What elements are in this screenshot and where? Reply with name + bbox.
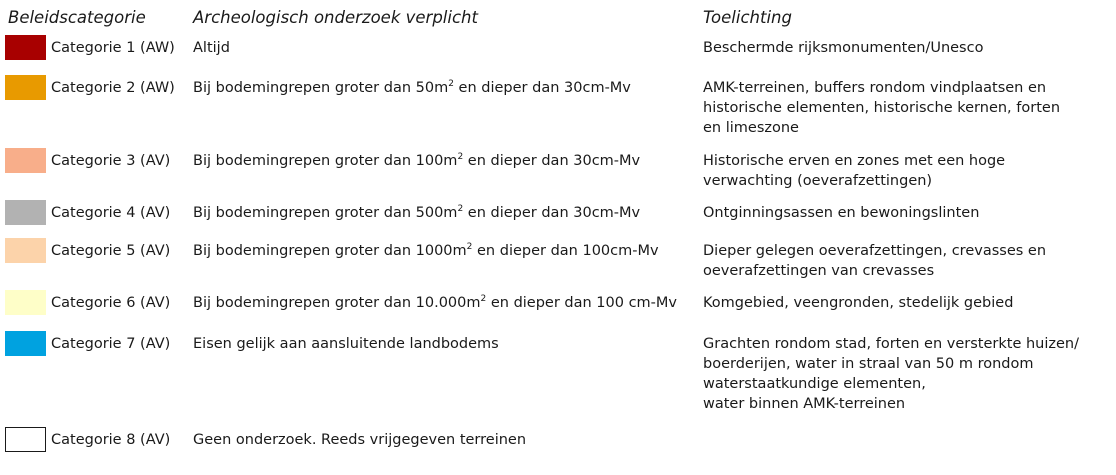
- note-text: Ontginningsassen en bewoningslinten: [703, 205, 980, 221]
- category-label: Categorie 4 (AV): [51, 205, 171, 221]
- category-label: Categorie 8 (AV): [51, 432, 171, 448]
- header-requirement: Archeologisch onderzoek verplicht: [193, 8, 478, 27]
- category-label: Categorie 2 (AW): [51, 80, 175, 96]
- color-swatch: [5, 75, 46, 100]
- category-label: Categorie 5 (AV): [51, 243, 171, 259]
- note-text: Beschermde rijksmonumenten/Unesco: [703, 40, 984, 56]
- requirement-text: Bij bodemingrepen groter dan $500m^2$ en dieper dan 30cm-Mv: [193, 204, 641, 221]
- note-text: Historische erven en zones met een hoge verwachting (oeverafzettingen): [703, 153, 1006, 189]
- requirement-text: Geen onderzoek. Reeds vrijgegeven terreinen: [193, 432, 527, 448]
- requirement-text: Bij bodemingrepen groter dan $100m^2$ en dieper dan 30cm-Mv: [193, 152, 641, 169]
- color-swatch: [5, 238, 46, 263]
- category-label: Categorie 3 (AV): [51, 153, 171, 169]
- requirement-text: Altijd: [193, 40, 230, 56]
- requirement-text: Bij bodemingrepen groter dan $50m^2$ en dieper dan 30cm-Mv: [193, 79, 631, 96]
- header-category: Beleidscategorie: [8, 8, 146, 27]
- note-text: AMK-terreinen, buffers rondom vindplaatsen en historische elementen, historische kernen, forten en limeszone: [703, 80, 1061, 136]
- note-text: Grachten rondom stad, forten en versterkte huizen/ boerderijen, water in straal van 50 m rondom waterstaatkundige elementen, water binnen AMK-terreinen: [703, 336, 1079, 412]
- color-swatch: [5, 35, 46, 60]
- category-label: Categorie 7 (AV): [51, 336, 171, 352]
- note-text: Komgebied, veengronden, stedelijk gebied: [703, 295, 1014, 311]
- header-note: Toelichting: [703, 8, 792, 27]
- note-text: Dieper gelegen oeverafzettingen, crevasses en oeverafzettingen van crevasses: [703, 243, 1047, 279]
- color-swatch: [5, 290, 46, 315]
- requirement-text: Bij bodemingrepen groter dan $10.000m^2$ en dieper dan 100 cm-Mv: [193, 294, 678, 311]
- color-swatch: [5, 331, 46, 356]
- category-label: Categorie 6 (AV): [51, 295, 171, 311]
- color-swatch: [5, 427, 46, 452]
- color-swatch: [5, 148, 46, 173]
- color-swatch: [5, 200, 46, 225]
- requirement-text: Bij bodemingrepen groter dan $1000m^2$ en dieper dan 100cm-Mv: [193, 242, 659, 259]
- requirement-text: Eisen gelijk aan aansluitende landbodems: [193, 336, 499, 352]
- category-label: Categorie 1 (AW): [51, 40, 175, 56]
